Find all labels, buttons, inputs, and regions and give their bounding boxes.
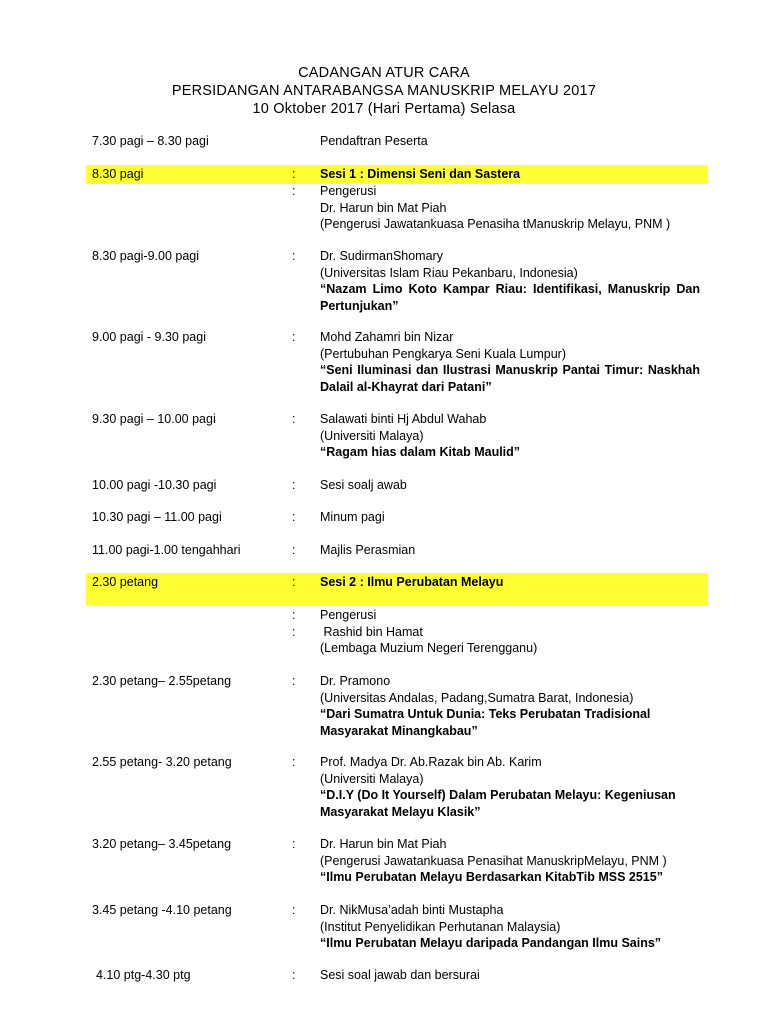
entry-colon: :: [292, 575, 296, 589]
session-1-banner: [86, 165, 708, 184]
entry-role: Pengerusi: [320, 184, 377, 198]
entry-person: Rashid bin Hamat: [320, 624, 423, 639]
entry-time: 10.30 pagi – 11.00 pagi: [92, 510, 222, 524]
schedule-entry-talk: [86, 836, 708, 886]
entry-time: 9.30 pagi – 10.00 pagi: [92, 412, 216, 426]
entry-time: 4.10 ptg-4.30 ptg: [96, 968, 191, 982]
entry-time: 3.45 petang -4.10 petang: [92, 903, 232, 917]
schedule-entry-talk: [86, 248, 708, 314]
session-2-banner: [86, 573, 708, 606]
entry-time: 2.55 petang- 3.20 petang: [92, 755, 232, 769]
entry-time: 2.30 petang– 2.55petang: [92, 674, 232, 688]
entry-text: Sesi soal jawab dan bersurai: [320, 968, 480, 982]
schedule-entry-chair-1: [86, 183, 708, 233]
document-header: [0, 64, 768, 118]
entry-time: 8.30 pagi-9.00 pagi: [92, 249, 200, 263]
entry-person: Dr. Pramono: [320, 674, 391, 688]
schedule-entry-talk: [86, 329, 708, 395]
schedule-entry-talk: [86, 673, 708, 739]
entry-affiliation: (Universitas Andalas, Padang,Sumatra Barat, Indonesia): [320, 690, 634, 705]
schedule-entry-qa: [86, 477, 708, 494]
entry-affiliation: (Universitas Islam Riau Pekanbaru, Indonesia): [320, 265, 578, 280]
entry-colon: :: [292, 543, 296, 557]
entry-time: 2.30 petang: [92, 575, 159, 589]
entry-text: Pendaftran Peserta: [320, 134, 428, 148]
entry-time: 8.30 pagi: [92, 167, 144, 181]
entry-time: 11.00 pagi-1.00 tengahhari: [92, 543, 241, 557]
header-event-name: PERSIDANGAN ANTARABANGSA MANUSKRIP MELAYU 2017: [171, 83, 597, 99]
entry-paper-title: “Seni Iluminasi dan Ilustrasi Manuskrip Pantai Timur: Naskhah Dalail al-Khayrat dari Patani”: [320, 363, 700, 394]
entry-role: Pengerusi: [320, 608, 377, 622]
entry-colon: :: [292, 478, 296, 492]
entry-affiliation: (Lembaga Muzium Negeri Terengganu): [320, 641, 538, 655]
entry-time: 7.30 pagi – 8.30 pagi: [92, 134, 209, 148]
entry-colon: :: [292, 968, 296, 982]
entry-person: Salawati binti Hj Abdul Wahab: [320, 412, 487, 426]
entry-colon: :: [292, 608, 296, 622]
entry-affiliation: (Universiti Malaya): [320, 771, 424, 786]
session-title: Sesi 1 : Dimensi Seni dan Sastera: [320, 167, 521, 181]
entry-colon: :: [292, 412, 296, 426]
entry-paper-title: “Ragam hias dalam Kitab Maulid”: [320, 445, 521, 459]
entry-colon: :: [292, 249, 296, 263]
entry-time: 9.00 pagi - 9.30 pagi: [92, 330, 206, 344]
entry-colon: :: [292, 167, 296, 181]
schedule-entry-break: [86, 509, 708, 526]
entry-colon: :: [292, 330, 296, 344]
entry-colon: :: [292, 674, 296, 688]
entry-colon: :: [292, 624, 296, 639]
entry-affiliation: (Universiti Malaya): [320, 428, 424, 443]
entry-person: Dr. Harun bin Mat Piah: [320, 200, 447, 215]
entry-colon: :: [292, 184, 296, 198]
entry-affiliation: (Pengerusi Jawatankuasa Penasiha tManuskrip Melayu, PNM ): [320, 217, 671, 231]
entry-paper-title: “Ilmu Perubatan Melayu daripada Pandangan Ilmu Sains”: [320, 936, 662, 950]
entry-text: Majlis Perasmian: [320, 543, 416, 557]
entry-time: 10.00 pagi -10.30 pagi: [92, 478, 217, 492]
entry-time: 3.20 petang– 3.45petang: [92, 837, 232, 851]
schedule-entry-chair-2: [86, 607, 708, 657]
entry-person: Dr. SudirmanShomary: [320, 249, 443, 263]
header-date: 10 Oktober 2017 (Hari Pertama) Selasa: [252, 101, 516, 117]
entry-colon: :: [292, 510, 296, 524]
session-title: Sesi 2 : Ilmu Perubatan Melayu: [320, 575, 504, 589]
entry-paper-title: “Dari Sumatra Untuk Dunia: Teks Perubatan Tradisional Masyarakat Minangkabau”: [320, 707, 651, 738]
entry-paper-title: “Ilmu Perubatan Melayu Berdasarkan KitabTib MSS 2515”: [320, 870, 663, 884]
schedule-entry-opening: [86, 542, 708, 559]
schedule-entry-talk: [86, 902, 708, 952]
entry-text: Minum pagi: [320, 510, 385, 524]
entry-person: Dr. NikMusa’adah binti Mustapha: [320, 903, 504, 917]
schedule-entry-closing: [86, 967, 708, 984]
entry-affiliation: (Institut Penyelidikan Perhutanan Malaysia): [320, 919, 561, 934]
entry-paper-title: “D.I.Y (Do It Yourself) Dalam Perubatan Melayu: Kegeniusan Masyarakat Melayu Klasik”: [320, 788, 676, 819]
header-title: CADANGAN ATUR CARA: [298, 65, 470, 81]
entry-colon: :: [292, 755, 296, 769]
entry-affiliation: (Pengerusi Jawatankuasa Penasihat ManuskripMelayu, PNM ): [320, 853, 667, 868]
entry-paper-title: “Nazam Limo Koto Kampar Riau: Identifikasi, Manuskrip Dan Pertunjukan”: [320, 282, 700, 313]
entry-colon: :: [292, 903, 296, 917]
entry-person: Prof. Madya Dr. Ab.Razak bin Ab. Karim: [320, 755, 542, 769]
entry-colon: :: [292, 837, 296, 851]
entry-person: Dr. Harun bin Mat Piah: [320, 837, 447, 851]
schedule-entry-registration: [86, 133, 708, 150]
entry-person: Mohd Zahamri bin Nizar: [320, 330, 454, 344]
entry-text: Sesi soalj awab: [320, 478, 407, 492]
entry-affiliation: (Pertubuhan Pengkarya Seni Kuala Lumpur): [320, 346, 566, 361]
schedule-entry-talk: [86, 411, 708, 461]
schedule-entry-talk: [86, 754, 708, 820]
